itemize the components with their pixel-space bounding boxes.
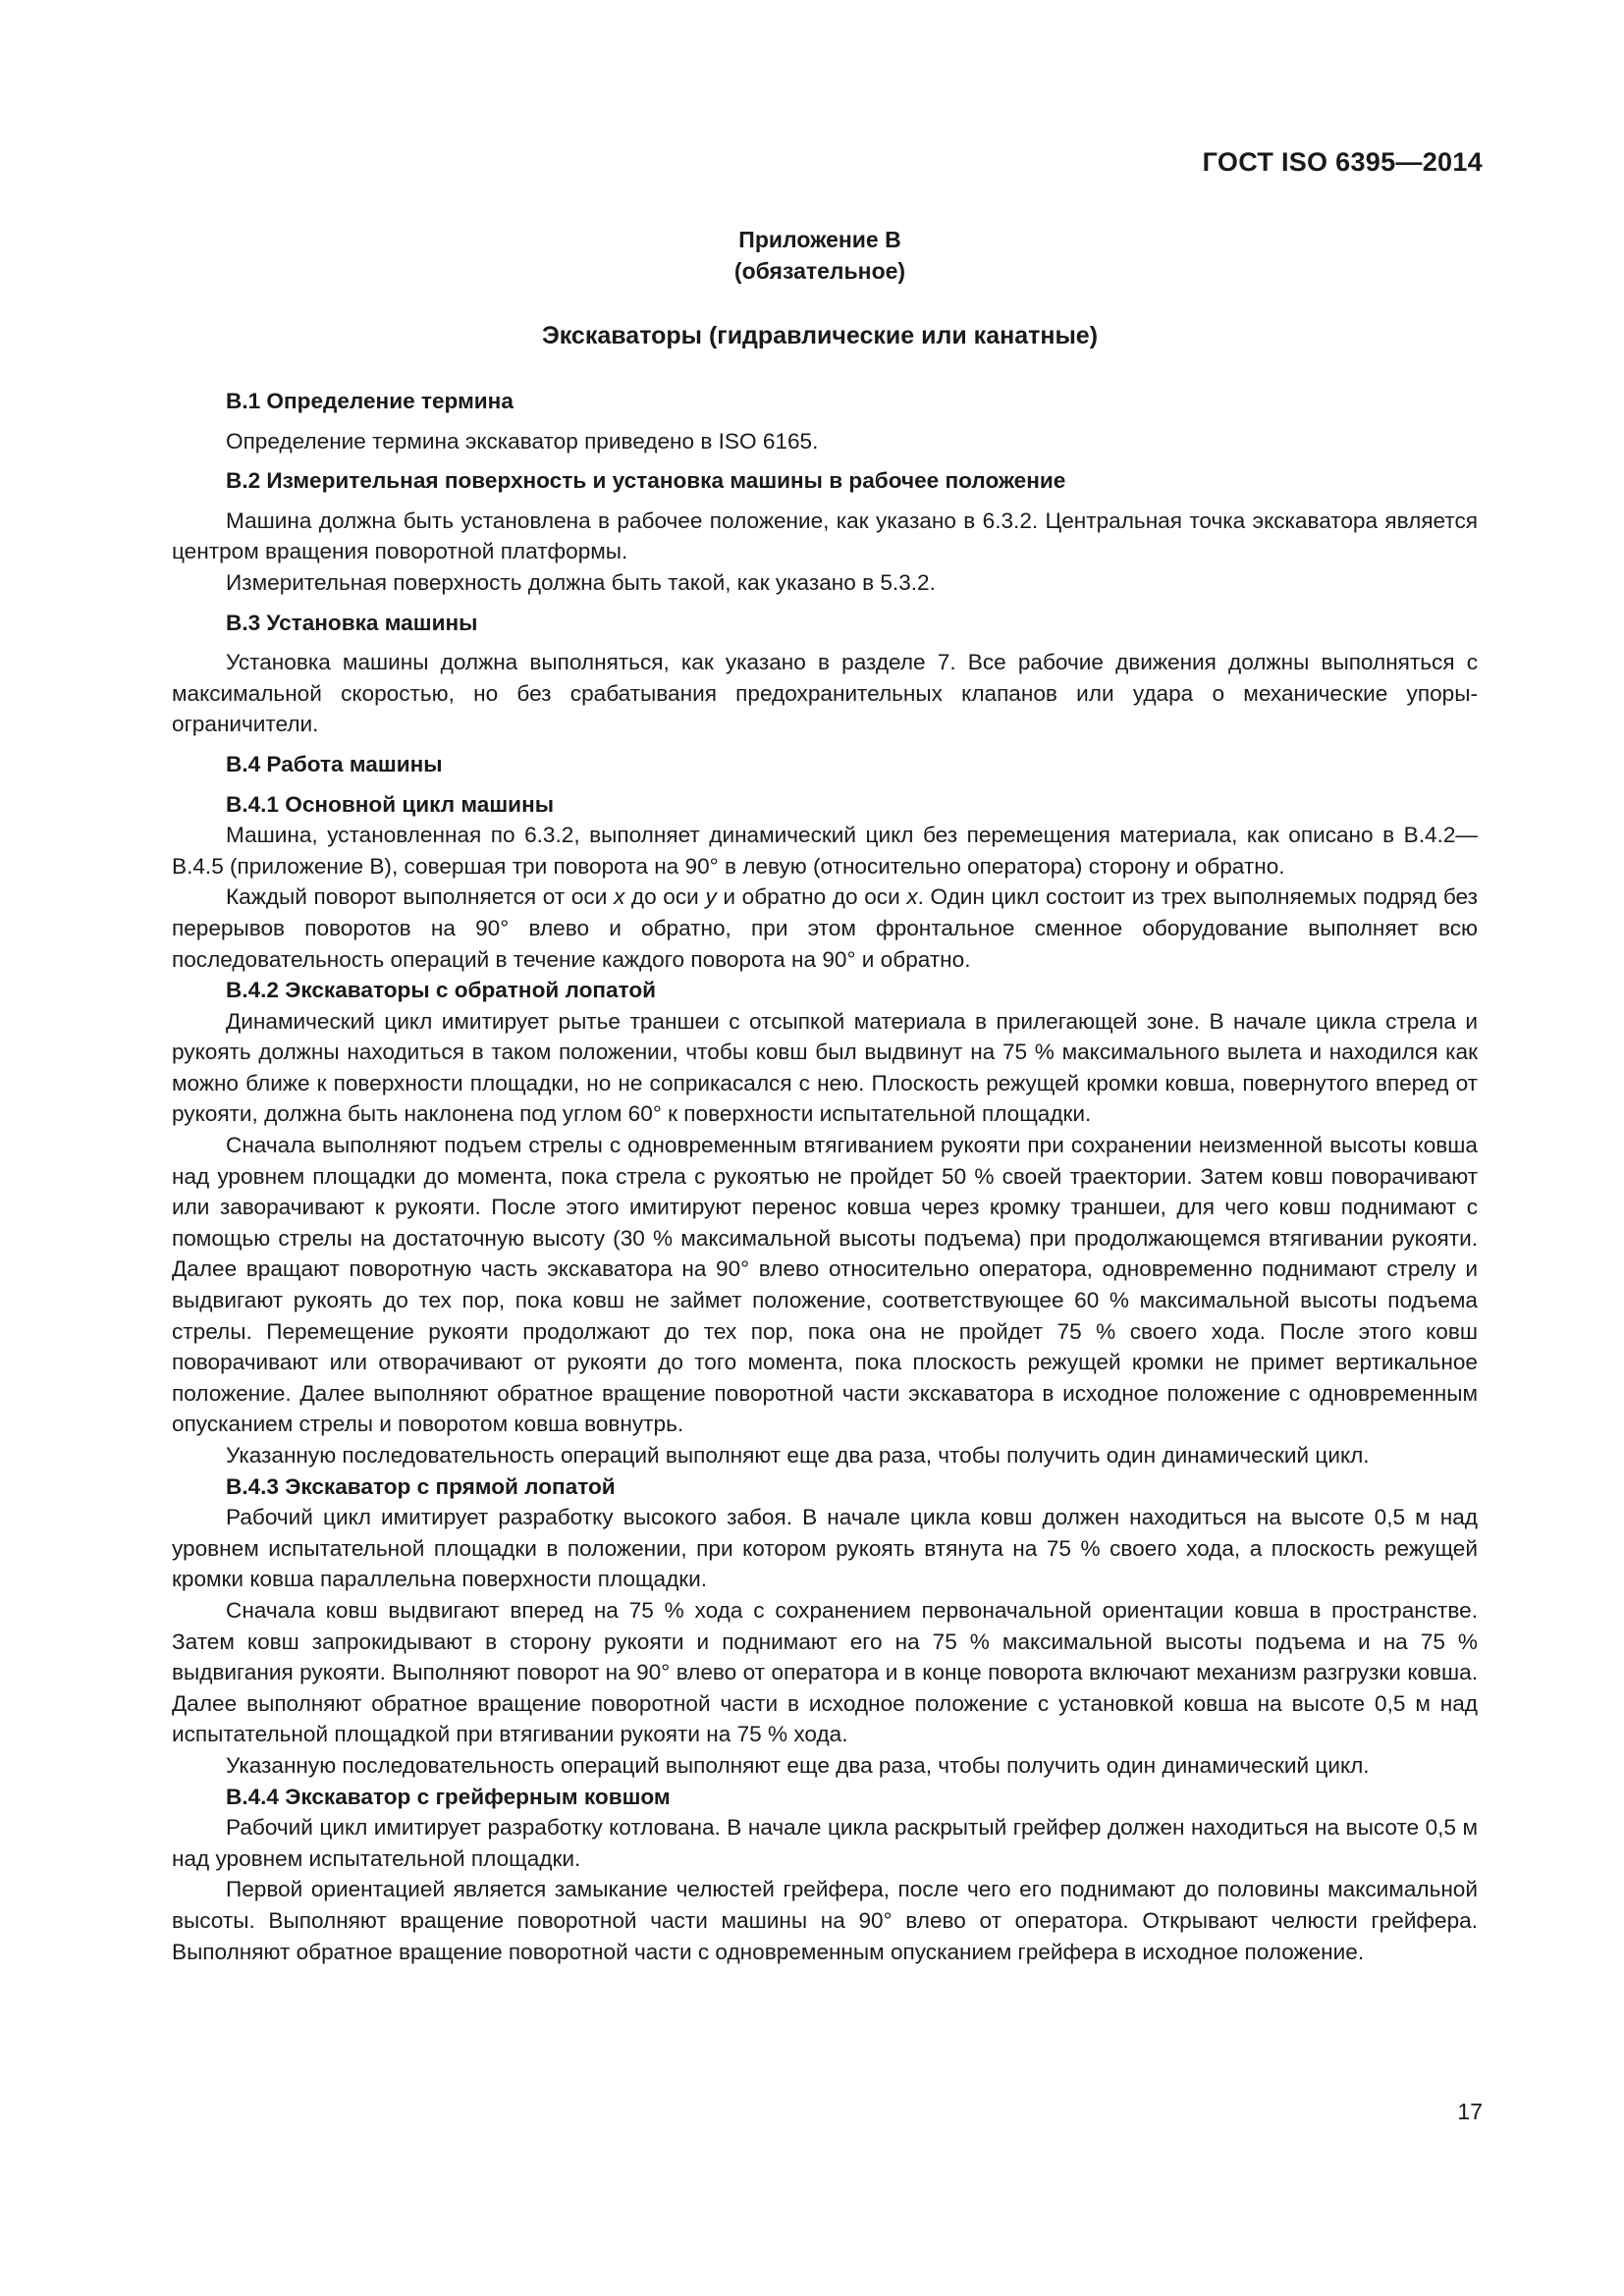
paragraph-b41-1: Машина, установленная по 6.3.2, выполняет динамический цикл без перемещения материала, как описано в В.4.2—В.4.5 (приложение В), совершая три поворота на 90° в левую (относительно оператора) сторону и обратно. — [172, 823, 1478, 879]
heading-b42: В.4.2 Экскаваторы с обратной лопатой — [226, 978, 657, 1003]
heading-b43: В.4.3 Экскаватор с прямой лопатой — [226, 1473, 616, 1499]
heading-b3: В.3 Установка машины — [226, 610, 478, 635]
paragraph-b42-2: Сначала выполняют подъем стрелы с одновременным втягиванием рукояти при сохранении неизменной высоты ковша над уровнем площадки до момента, пока стрела с рукоятью не пройдет 50 % своей траектории. Затем ковш поворачивают или заворачивают к рукояти. После этого имитируют перенос ковша через кромку траншеи, для чего ковш поднимают с помощью стрелы на достаточную высоту (30 % максимальной высоты подъема) при продолжающемся втягивании рукояти. Далее вращают поворотную часть экскаватора на 90° влево относительно оператора, одновременно поднимают стрелу и выдвигают рукоять до тех пор, пока ковш не займет положение, соответствующее 60 % максимальной высоты подъема стрелы. Перемещение рукояти продолжают до тех пор, пока она не пройдет 75 % своего хода. После этого ковш поворачивают или отворачивают от рукояти до того момента, пока плоскость режущей кромки не примет вертикальное положение. Далее выполняют обратное вращение поворотной части экскаватора в исходное положение с одновременным опусканием стрелы и поворотом ковша вовнутрь. — [172, 1133, 1478, 1437]
paragraph-b2-2: Измерительная поверхность должна быть такой, как указано в 5.3.2. — [226, 569, 936, 595]
heading-b2: В.2 Измерительная поверхность и установка машины в рабочее положение — [226, 468, 1066, 494]
text-fragment: Каждый поворот выполняется от оси — [226, 884, 614, 910]
axis-y-label: y — [705, 884, 717, 910]
heading-b41: В.4.1 Основной цикл машины — [226, 791, 555, 817]
paragraph-b41-2 — [172, 881, 1478, 975]
heading-b1: В.1 Определение термина — [226, 389, 514, 413]
axis-x-label: x — [613, 884, 625, 910]
paragraph-b1-1: Определение термина экскаватор приведено в ISO 6165. — [226, 428, 819, 454]
heading-b44: В.4.4 Экскаватор с грейферным ковшом — [226, 1784, 671, 1809]
text-fragment: . Один цикл состоит из трех выполняемых подряд без перерывов поворотов на 90° влево и обратно, при этом фронтальное сменное оборудование выполняет всю последовательность операций в течение каждого поворота на 90° и обратно. — [172, 884, 1478, 972]
annex-title: Приложение В — [738, 227, 901, 252]
paragraph-b44-2: Первой ориентацией является замыкание челюстей грейфера, после чего его поднимают до половины максимальной высоты. Выполняют вращение поворотной части машины на 90° влево от оператора. Открывают челюсти грейфера. Выполняют обратное вращение поворотной части с одновременным опусканием грейфера в исходное положение. — [172, 1877, 1478, 1964]
text-fragment: до оси — [624, 884, 706, 910]
section-title: Экскаваторы (гидравлические или канатные) — [541, 322, 1099, 349]
paragraph-b43-1: Рабочий цикл имитирует разработку высокого забоя. В начале цикла ковш должен находиться на высоте 0,5 м над уровнем испытательной площадки в положении, при котором рукоять втянута на 75 % своего хода, а плоскость режущей кромки ковша параллельна поверхности площадки. — [172, 1505, 1478, 1592]
paragraph-b42-1: Динамический цикл имитирует рытье траншеи с отсыпкой материала в прилегающей зоне. В начале цикла стрела и рукоять должны находиться в таком положении, чтобы ковш был выдвинут на 75 % максимального вылета и находился как можно ближе к поверхности площадки, но не соприкасался с нею. Плоскость режущей кромки ковша, повернутого вперед от рукояти, должна быть наклонена под углом 60° к поверхности испытательной площадки. — [172, 1008, 1478, 1127]
page-number: 17 — [1457, 2099, 1483, 2124]
heading-b4: В.4 Работа машины — [226, 751, 443, 776]
standard-code: ГОСТ ISO 6395—2014 — [1202, 147, 1483, 177]
paragraph-b3-1: Установка машины должна выполняться, как указано в разделе 7. Все рабочие движения должны выполняться с максимальной скоростью, но без срабатывания предохранительных клапанов или удара о механические упоры-ограничители. — [172, 650, 1478, 737]
paragraph-b44-1: Рабочий цикл имитирует разработку котлована. В начале цикла раскрытый грейфер должен находиться на высоте 0,5 м над уровнем испытательной площадки. — [172, 1815, 1478, 1871]
paragraph-b43-2: Сначала ковш выдвигают вперед на 75 % хода с сохранением первоначальной ориентации ковша в пространстве. Затем ковш запрокидывают в сторону рукояти и поднимают его на 75 % максимальной высоты подъема и на 75 % выдвигания рукояти. Выполняют поворот на 90° влево от оператора и в конце поворота включают механизм разгрузки ковша. Далее выполняют обратное вращение поворотной части в исходное положение с установкой ковша на высоте 0,5 м над испытательной площадкой при втягивании рукояти на 75 % хода. — [172, 1597, 1478, 1747]
paragraph-b2-1: Машина должна быть установлена в рабочее положение, как указано в 6.3.2. Центральная точка экскаватора является центром вращения поворотной платформы. — [172, 507, 1478, 564]
paragraph-b42-3: Указанную последовательность операций выполняют еще два раза, чтобы получить один динамический цикл. — [226, 1443, 1370, 1468]
annex-status: (обязательное) — [733, 258, 906, 284]
document-body — [172, 386, 1478, 1967]
text-fragment: и обратно до оси — [716, 884, 907, 910]
paragraph-b43-3: Указанную последовательность операций выполняют еще два раза, чтобы получить один динамический цикл. — [226, 1752, 1370, 1778]
axis-x-label: x — [906, 884, 918, 910]
